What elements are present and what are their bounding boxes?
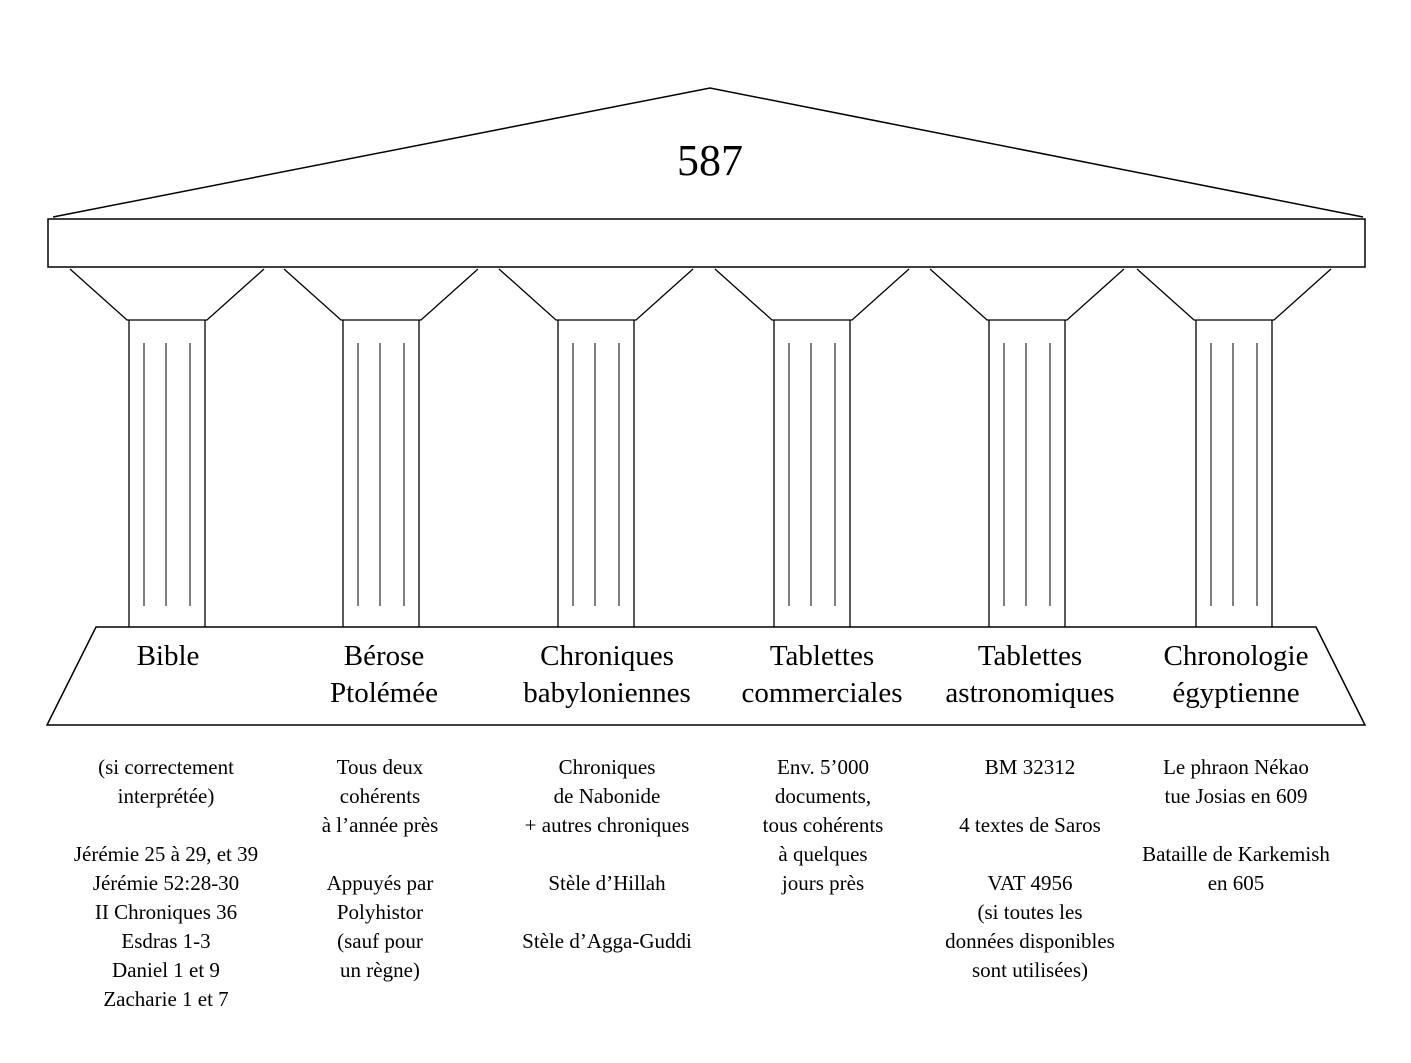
pillar-label-line: Chroniques <box>540 640 674 672</box>
detail-line <box>497 840 717 869</box>
pillar-label-line: Ptolémée <box>330 677 438 709</box>
detail-line: BM 32312 <box>984 755 1076 779</box>
detail-line: tous cohérents <box>762 813 884 837</box>
detail-line: Zacharie 1 et 7 <box>103 987 229 1011</box>
column-capital <box>715 269 909 320</box>
detail-line: à l’année près <box>321 813 439 837</box>
pillar-label-commerciales <box>722 638 922 712</box>
detail-line: Stèle d’Agga-Guddi <box>522 929 692 953</box>
detail-line: Le phraon Nékao <box>1163 755 1309 779</box>
detail-line: Bataille de Karkemish <box>1142 842 1330 866</box>
detail-line <box>280 840 480 869</box>
column-5 <box>930 269 1124 627</box>
detail-line: Tous deux <box>336 755 424 779</box>
entablature <box>48 219 1365 267</box>
pillar-details-egyptienne <box>1121 753 1351 898</box>
detail-line: VAT 4956 <box>987 871 1073 895</box>
detail-line: (sauf pour <box>337 929 423 953</box>
detail-line: jours près <box>781 871 865 895</box>
column-capital <box>70 269 264 320</box>
pillar-label-line: Bible <box>136 640 200 672</box>
detail-line: Polyhistor <box>336 900 424 924</box>
detail-line: Jérémie 52:28-30 <box>92 871 240 895</box>
pillar-label-egyptienne <box>1136 638 1336 712</box>
detail-line: Env. 5’000 <box>777 755 869 779</box>
column-2 <box>284 269 478 627</box>
detail-line: documents, <box>774 784 872 808</box>
detail-line: données disponibles <box>945 929 1115 953</box>
detail-line: interprétée) <box>117 784 215 808</box>
pillar-label-line: Bérose <box>343 640 425 672</box>
pillar-label-line: babyloniennes <box>523 677 691 709</box>
detail-line: (si toutes les <box>977 900 1083 924</box>
column-capital <box>284 269 478 320</box>
detail-line: Esdras 1-3 <box>121 929 211 953</box>
pillar-details-bible <box>46 753 286 1014</box>
pillar-label-line: égyptienne <box>1172 677 1300 709</box>
detail-line: Appuyés par <box>326 871 434 895</box>
detail-line <box>920 840 1140 869</box>
detail-line: Chroniques <box>558 755 656 779</box>
detail-line: Stèle d’Hillah <box>548 871 666 895</box>
detail-line <box>46 811 286 840</box>
detail-line: en 605 <box>1207 871 1265 895</box>
detail-line <box>920 782 1140 811</box>
pillar-details-berose <box>280 753 480 985</box>
pillar-label-astronomiques <box>925 638 1135 712</box>
detail-line: + autres chroniques <box>524 813 690 837</box>
detail-line: tue Josias en 609 <box>1164 784 1308 808</box>
pillar-label-berose <box>294 638 474 712</box>
detail-line <box>497 898 717 927</box>
pillar-label-chroniques <box>492 638 722 712</box>
pillar-label-line: Tablettes <box>769 640 875 672</box>
detail-line: (si correctement <box>98 755 234 779</box>
pillar-label-line: Tablettes <box>977 640 1083 672</box>
pillar-label-bible <box>88 638 248 675</box>
column-capital <box>499 269 693 320</box>
pillar-label-line: Chronologie <box>1163 640 1309 672</box>
pillar-label-line: commerciales <box>741 677 903 709</box>
column-capital <box>930 269 1124 320</box>
pillar-label-line: astronomiques <box>945 677 1115 709</box>
column-3 <box>499 269 693 627</box>
detail-line: sont utilisées) <box>971 958 1089 982</box>
column-capital <box>1137 269 1331 320</box>
column-6 <box>1137 269 1331 627</box>
detail-line: à quelques <box>778 842 868 866</box>
detail-line <box>1121 811 1351 840</box>
detail-line: cohérents <box>339 784 421 808</box>
column-4 <box>715 269 909 627</box>
pillar-details-commerciales <box>728 753 918 898</box>
pillar-details-chroniques <box>497 753 717 956</box>
detail-line: 4 textes de Saros <box>959 813 1101 837</box>
title-587: 587 <box>677 136 743 185</box>
columns <box>70 269 1331 627</box>
detail-line: de Nabonide <box>553 784 661 808</box>
detail-line: Jérémie 25 à 29, et 39 <box>73 842 259 866</box>
column-1 <box>70 269 264 627</box>
pillar-details-astronomiques <box>920 753 1140 985</box>
detail-line: un règne) <box>340 958 420 982</box>
detail-line: II Chroniques 36 <box>94 900 238 924</box>
detail-line: Daniel 1 et 9 <box>112 958 220 982</box>
